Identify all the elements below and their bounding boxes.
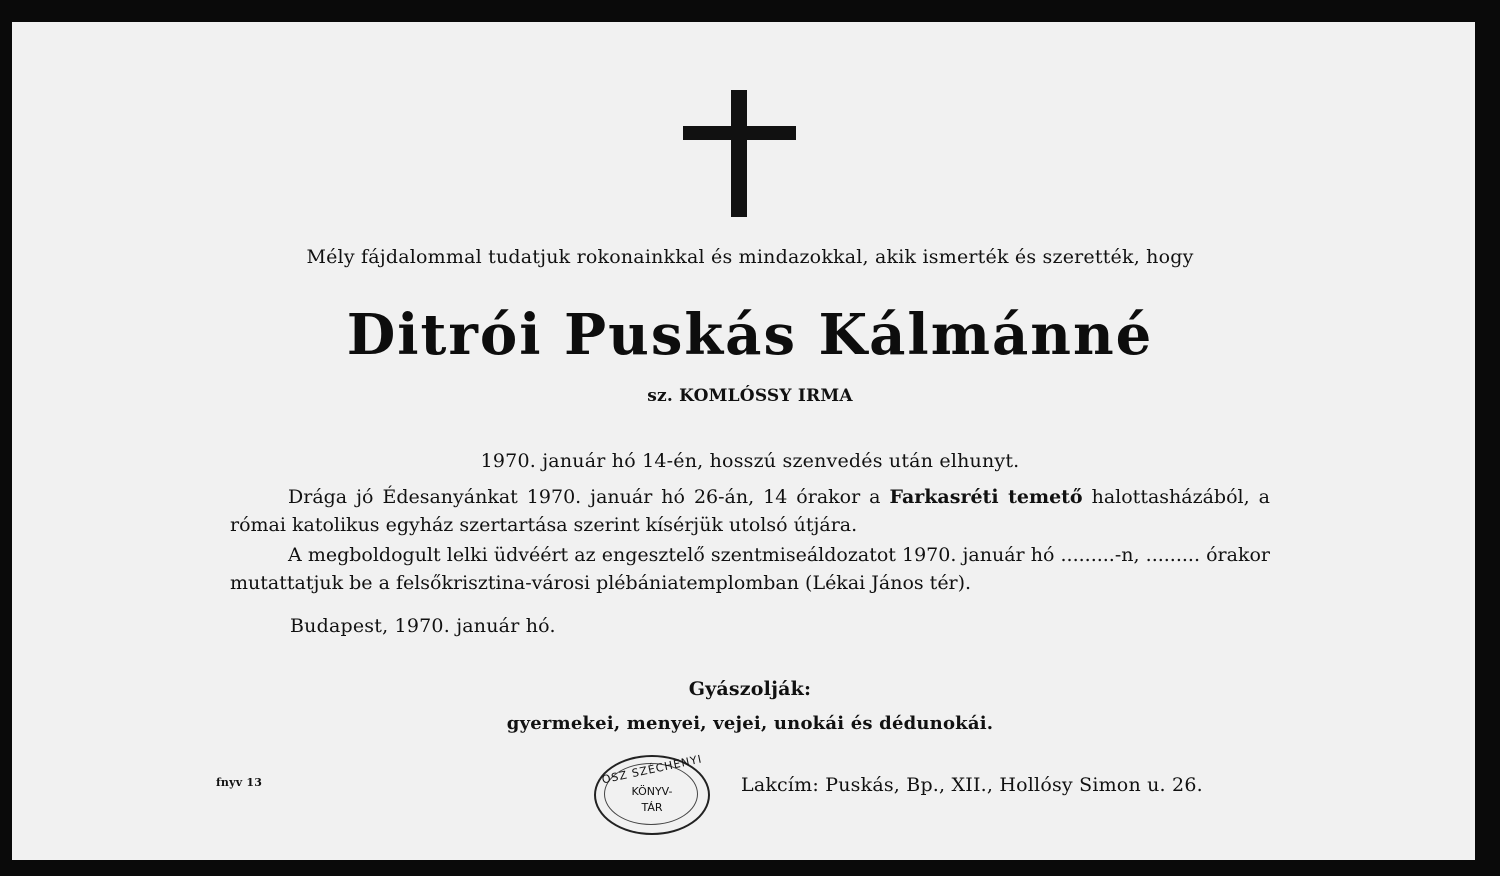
intro-text: Mély fájdalommal tudatjuk rokonainkkal és mindazokkal, akik ismerték és szerették, hogy xyxy=(306,246,1194,268)
stamp-line-2: KÖNYV- xyxy=(631,785,673,798)
cemetery-name: Farkasréti temető xyxy=(889,486,1083,508)
mourners-list: gyermekei, menyei, vejei, unokái és dédunokái. xyxy=(506,713,994,734)
funeral-text-1: Drága jó Édesanyánkat 1970. január hó 26-án, 14 órakor a xyxy=(288,486,890,508)
cross-icon xyxy=(731,90,747,217)
funeral-paragraph xyxy=(230,483,1270,539)
death-statement: 1970. január hó 14-én, hosszú szenvedés után elhunyt. xyxy=(480,450,1020,472)
deceased-name: Ditrói Puskás Kálmánné xyxy=(346,302,1154,368)
address: Lakcím: Puskás, Bp., XII., Hollósy Simon u. 26. xyxy=(741,774,1203,796)
maiden-name: sz. KOMLÓSSY IRMA xyxy=(647,386,853,406)
cross-icon-bar xyxy=(683,126,796,140)
stamp-line-1: OSZ SZÉCHENYI xyxy=(600,752,704,787)
print-code: fnyv 13 xyxy=(216,776,263,789)
stamp-line-3: TÁR xyxy=(641,801,663,814)
place-date: Budapest, 1970. január hó. xyxy=(290,615,556,637)
mass-paragraph: A megboldogult lelki üdvéért az engesztelő szentmiseáldozatot 1970. január hó .........-n, ......... órakor mutattatjuk be a felsőkrisztina-városi plébániatemplomban (Lékai János tér). xyxy=(230,544,1270,594)
library-stamp-icon xyxy=(594,752,710,835)
funeral-text-2: halottasházából, a római katolikus egyház szertartása szerint kísérjük utolsó útjára. xyxy=(230,486,1270,536)
mourners-heading: Gyászolják: xyxy=(688,678,812,700)
